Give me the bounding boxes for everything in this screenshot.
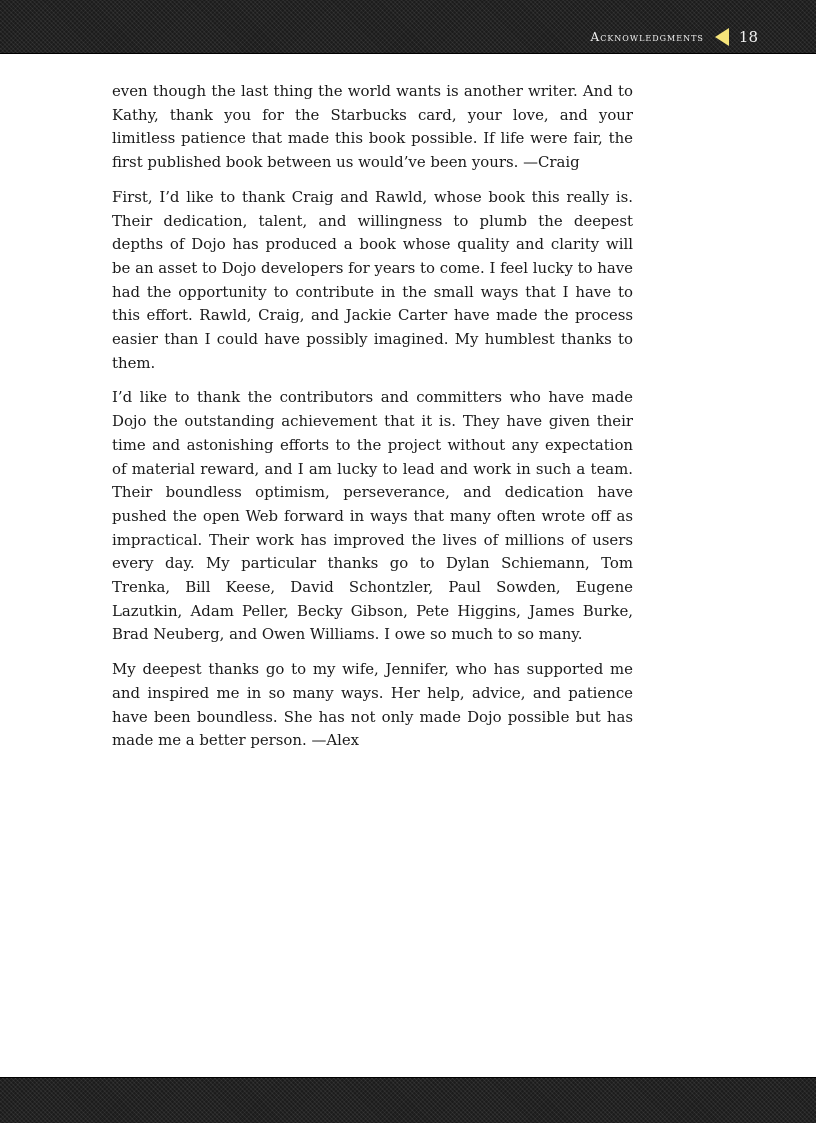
footer-bar: [0, 1077, 816, 1123]
header-bar: [0, 0, 816, 54]
section-title: Acknowledgments: [590, 30, 704, 44]
page-number: 18: [738, 28, 758, 46]
paragraph: First, I’d like to thank Craig and Rawld, whose book this really is. Their dedication, talent, and willingness to plumb the deepest depths of Dojo has produced a book whose quality and clarity will be an asset to Dojo developers for years to come. I feel lucky to have had the opportunity to contribute in the small ways that I have to this effort. Rawld, Craig, and Jackie Carter have made the process easier than I could have possibly imagined. My humblest thanks to them.: [112, 187, 633, 372]
running-header: [591, 28, 758, 46]
paragraph: I’d like to thank the contributors and committers who have made Dojo the outstanding achievement that it is. They have given their time and astonishing efforts to the project without any expectation of material reward, and I am lucky to lead and work in such a team. Their boundless optimism, perseverance, and dedication have pushed the open Web forward in ways that many often wrote off as impractical. Their work has improved the lives of millions of users every day. My particular thanks go to Dylan Schiemann, Tom Trenka, Bill Keese, David Schontzler, Paul Sowden, Eugene Lazutkin, Adam Peller, Becky Gibson, Pete Higgins, James Burke, Brad Neuberg, and Owen Williams. I owe so much to so many.: [112, 388, 633, 644]
paragraph: even though the last thing the world wants is another writer. And to Kathy, thank you for the Starbucks card, your love, and your limitless patience that made this book possible. If life were fair, the first published book between us would’ve been yours. —Craig: [112, 82, 633, 172]
paragraph: My deepest thanks go to my wife, Jennifer, who has supported me and inspired me in so many ways. Her help, advice, and patience have been boundless. She has not only made Dojo possible but has made me a better person. —Alex: [112, 660, 633, 750]
previous-arrow-icon[interactable]: [715, 28, 729, 46]
body-text: [112, 80, 633, 764]
